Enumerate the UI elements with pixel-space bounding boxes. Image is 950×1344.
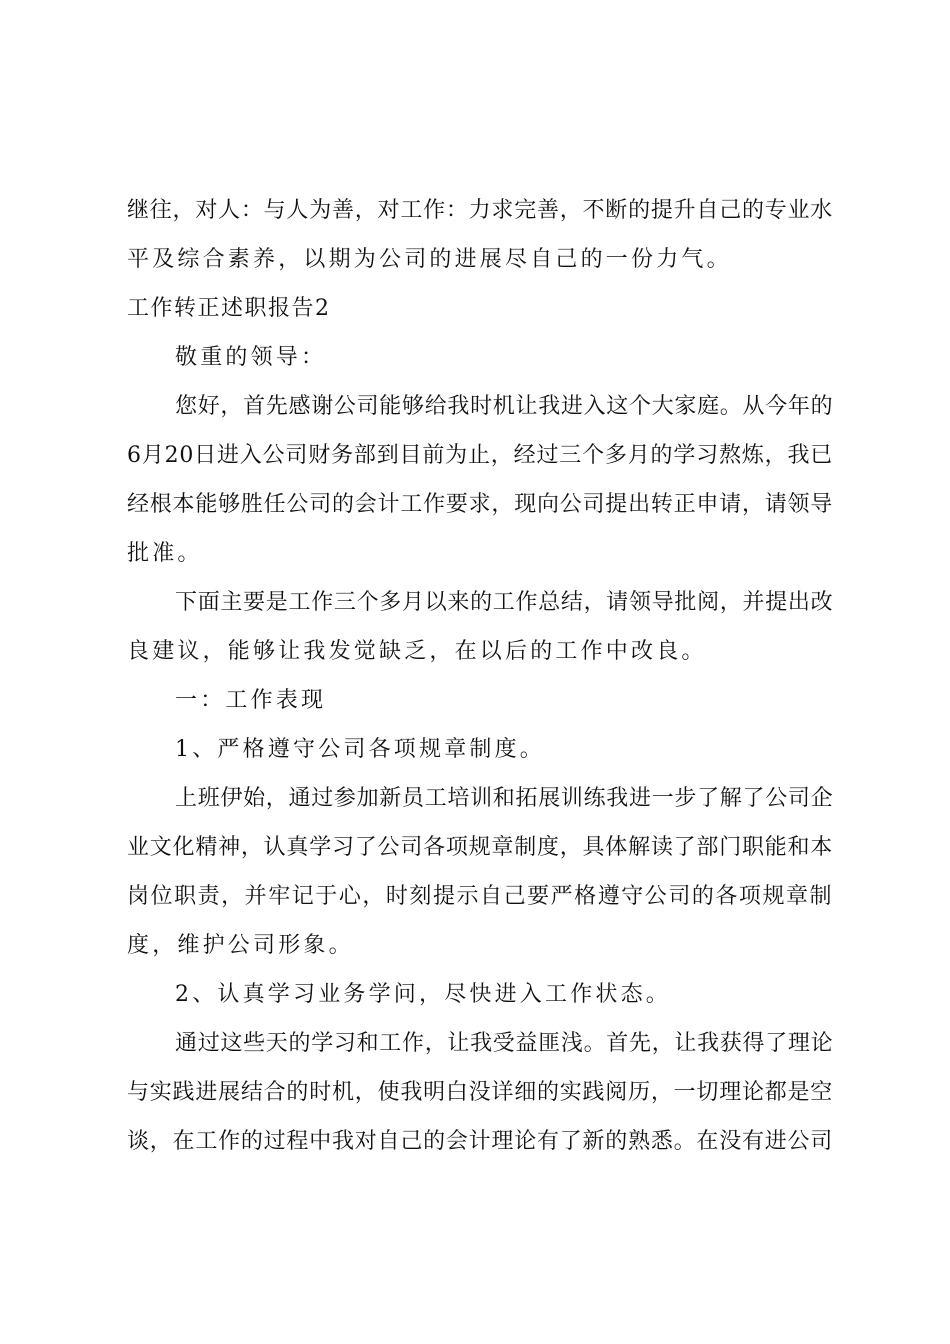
text-line: 平及综合素养，以期为公司的进展尽自己的一份力气。 (127, 247, 732, 272)
text-line: 与实践进展结合的时机，使我明白没详细的实践阅历，一切理论都是空 (127, 1080, 833, 1105)
text-line: 通过这些天的学习和工作，让我受益匪浅。首先，让我获得了理论 (175, 1031, 834, 1056)
text-line: 下面主要是工作三个多月以来的工作总结，请领导批阅，并提出改 (175, 590, 834, 615)
list-item-heading: 1、严格遵守公司各项规章制度。 (175, 737, 545, 762)
text-line: 业文化精神，认真学习了公司各项规章制度，具体解读了部门职能和本 (127, 835, 833, 860)
text-line: 良建议，能够让我发觉缺乏，在以后的工作中改良。 (127, 639, 707, 664)
section-title: 工作转正述职报告2 (127, 296, 331, 321)
text-line: 谈，在工作的过程中我对自己的会计理论有了新的熟悉。在没有进公司 (127, 1129, 833, 1154)
subsection-heading: 一：工作表现 (175, 688, 327, 713)
text-line: 上班伊始，通过参加新员工培训和拓展训练我进一步了解了公司企 (175, 786, 834, 811)
text-line: 度，维护公司形象。 (127, 933, 354, 958)
document-body (127, 186, 833, 1166)
text-line: 您好，首先感谢公司能够给我时机让我进入这个大家庭。从今年的 (175, 394, 834, 419)
text-line: 岗位职责，并牢记于心，时刻提示自己要严格遵守公司的各项规章制 (127, 884, 833, 909)
text-line: 批准。 (127, 541, 203, 566)
text-line: 经根本能够胜任公司的会计工作要求，现向公司提出转正申请，请领导 (127, 492, 833, 517)
salutation: 敬重的领导： (175, 345, 327, 370)
list-item-heading: 2、认真学习业务学问，尽快进入工作状态。 (175, 982, 671, 1007)
text-line: 继往，对人：与人为善，对工作：力求完善，不断的提升自己的专业水 (127, 198, 833, 223)
text-line: 6月20日进入公司财务部到目前为止，经过三个多月的学习熬炼，我已 (127, 443, 833, 468)
